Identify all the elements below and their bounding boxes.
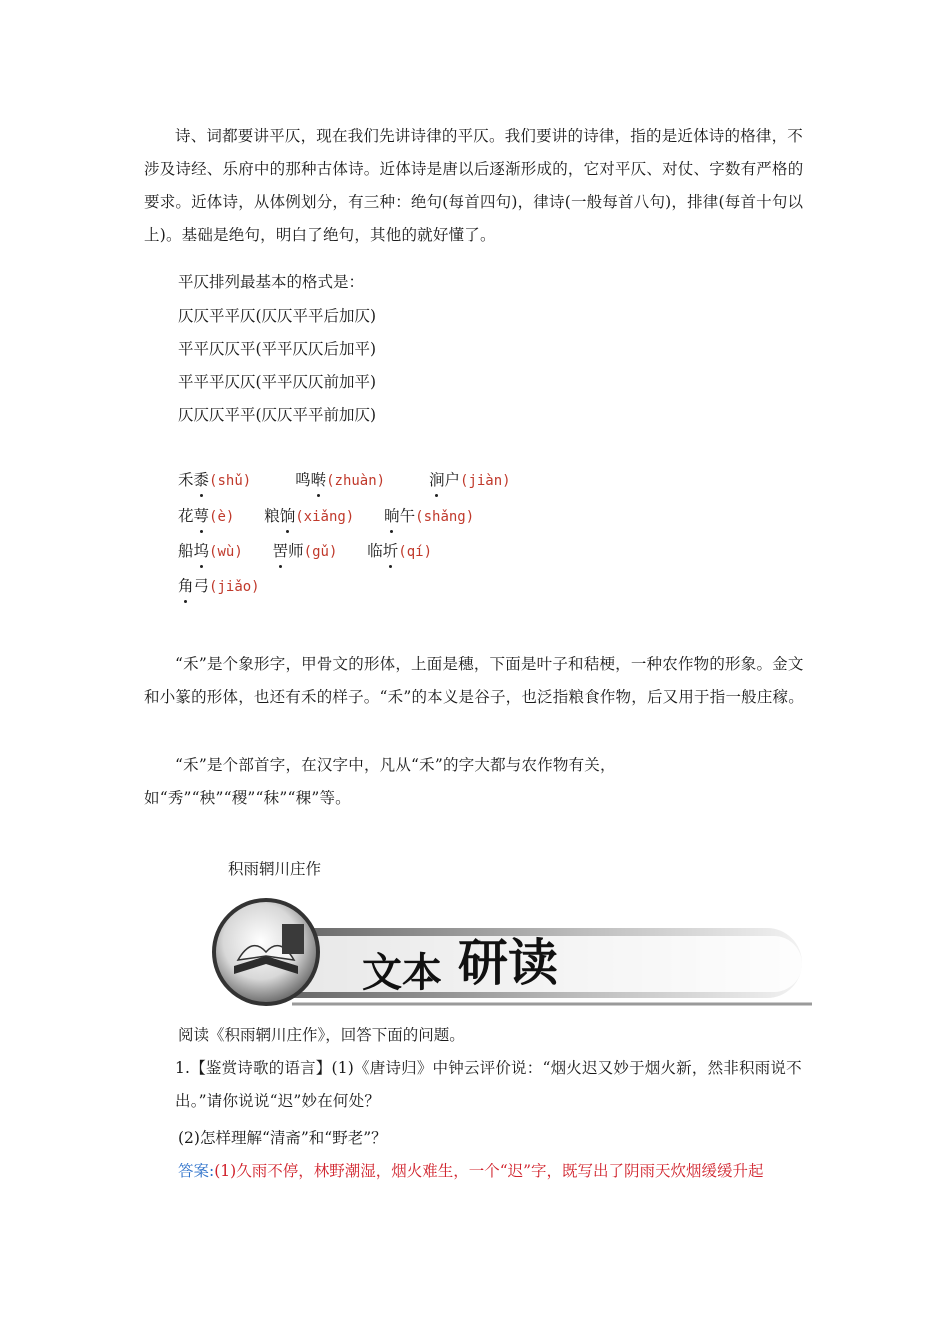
vocab-row-2 (178, 506, 474, 527)
vocab-row-4 (178, 576, 260, 597)
vocab-item: 船坞(wù) (178, 542, 243, 560)
vocab-item: 涧户(jiàn) (428, 471, 511, 489)
vocab-item: 花萼(è) (178, 507, 235, 525)
pattern-line-3: 平平平仄仄(平平仄仄前加平) (178, 373, 377, 391)
pattern-line-4: 仄仄仄平平(仄仄平平前加仄) (178, 406, 377, 424)
vocab-row-1 (178, 470, 511, 491)
answer-label: 答案: (178, 1162, 215, 1180)
vocab-item: 粮饷(xiǎng) (264, 507, 355, 525)
vocab-item: 角弓(jiǎo) (178, 577, 260, 595)
question-2: (2)怎样理解“清斋”和“野老”？ (178, 1129, 387, 1147)
answer-line (178, 1161, 764, 1181)
question-intro: 阅读《积雨辋川庄作》，回答下面的问题。 (178, 1026, 465, 1044)
pattern-line-2: 平平仄仄平(平平仄仄后加平) (178, 340, 377, 358)
question-1: 1.【鉴赏诗歌的语言】(1)《唐诗归》中钟云评价说：“烟火迟又妙于烟火新，然非积雨说不出。”请你说说“迟”妙在何处？ (175, 1059, 802, 1110)
vocab-item: 禾黍(shǔ) (178, 471, 252, 489)
he-paragraph-1: “禾”是个象形字，甲骨文的形体，上面是穗，下面是叶子和秸梗，一种农作物的形象。金文和小篆的形体，也还有禾的样子。“禾”的本义是谷子，也泛指粮食作物，后又用于指一般庄稼。 (144, 655, 804, 706)
pattern-heading: 平仄排列最基本的格式是： (178, 273, 365, 291)
pattern-line-1: 仄仄平平仄(仄仄平平后加仄) (178, 307, 377, 325)
vocab-item: 晌午(shǎng) (384, 507, 475, 525)
vocab-row-3 (178, 541, 432, 562)
section-banner (212, 896, 812, 1012)
vocab-item: 鸣啭(zhuàn) (295, 471, 386, 489)
intro-paragraph: 诗、词都要讲平仄，现在我们先讲诗律的平仄。我们要讲的诗律，指的是近体诗的格律，不涉及诗经、乐府中的那种古体诗。近体诗是唐以后逐渐形成的，它对平仄、对仗、字数有严格的要求。近体诗，从体例划分，有三种：绝句(每首四句)，律诗(一般每首八句)，排律(每首十句以上)。基础是绝句，明白了绝句，其他的就好懂了。 (144, 127, 804, 244)
banner-text-1: 文本 (362, 949, 442, 996)
banner-text-2: 研读 (458, 933, 558, 992)
poem-title: 积雨辋川庄作 (228, 860, 322, 878)
vocab-item: 临圻(qí) (367, 542, 432, 560)
banner-graphic (212, 896, 812, 1012)
answer-text: (1)久雨不停，林野潮湿，烟火难生，一个“迟”字，既写出了阴雨天炊烟缓缓升起 (214, 1162, 764, 1180)
he-paragraph-2: “禾”是个部首字，在汉字中，凡从“禾”的字大都与农作物有关，如“秀”“秧”“稷”“秣”“稞”等。 (144, 756, 616, 807)
vocab-item: 罟师(gǔ) (272, 542, 338, 560)
